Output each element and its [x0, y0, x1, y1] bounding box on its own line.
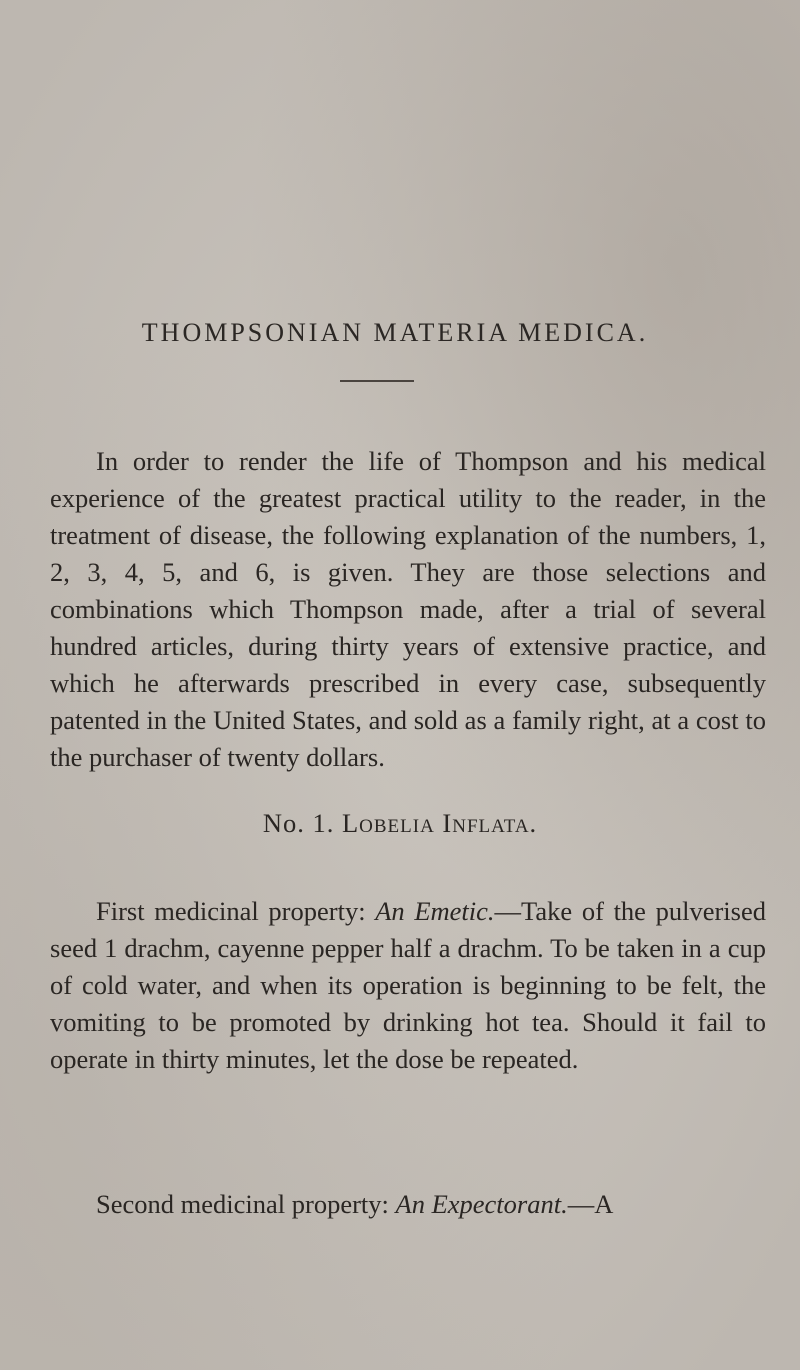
- second-property-paragraph: [50, 1186, 766, 1223]
- header-rule: [340, 380, 414, 382]
- first-property-text: —Take of the pulverised seed 1 drachm, cayenne pepper half a drachm. To be taken in a cup of cold water, and when its operation is beginning to be felt, the vomiting to be promoted by drinking hot tea. Should it fail to operate in thirty minutes, let the dose be repeated.: [50, 896, 766, 1074]
- section-heading: [0, 808, 800, 839]
- intro-paragraph: In order to render the life of Thompson and his medical experience of the greatest practical utility to the reader, in the treatment of disease, the following explanation of the numbers, 1, 2, 3, 4, 5, and 6, is given. They are those selections and combinations which Thompson made, after a trial of several hundred articles, during thirty years of extensive practice, and which he afterwards prescribed in every case, subsequently patented in the United States, and sold as a family right, at a cost to the purchaser of twenty dollars.: [50, 446, 766, 772]
- second-property-kind: An Expectorant.: [395, 1189, 568, 1219]
- first-property-kind: An Emetic.: [375, 896, 495, 926]
- running-header: THOMPSONIAN MATERIA MEDICA.: [141, 318, 649, 347]
- first-property-paragraph: [50, 893, 766, 1078]
- section-number: No. 1.: [262, 808, 335, 838]
- section-name: Lobelia Inflata.: [341, 808, 538, 838]
- first-property-label: First medicinal property:: [96, 896, 366, 926]
- second-property-text: —A: [567, 1189, 614, 1219]
- second-property-label: Second medicinal property:: [96, 1189, 389, 1219]
